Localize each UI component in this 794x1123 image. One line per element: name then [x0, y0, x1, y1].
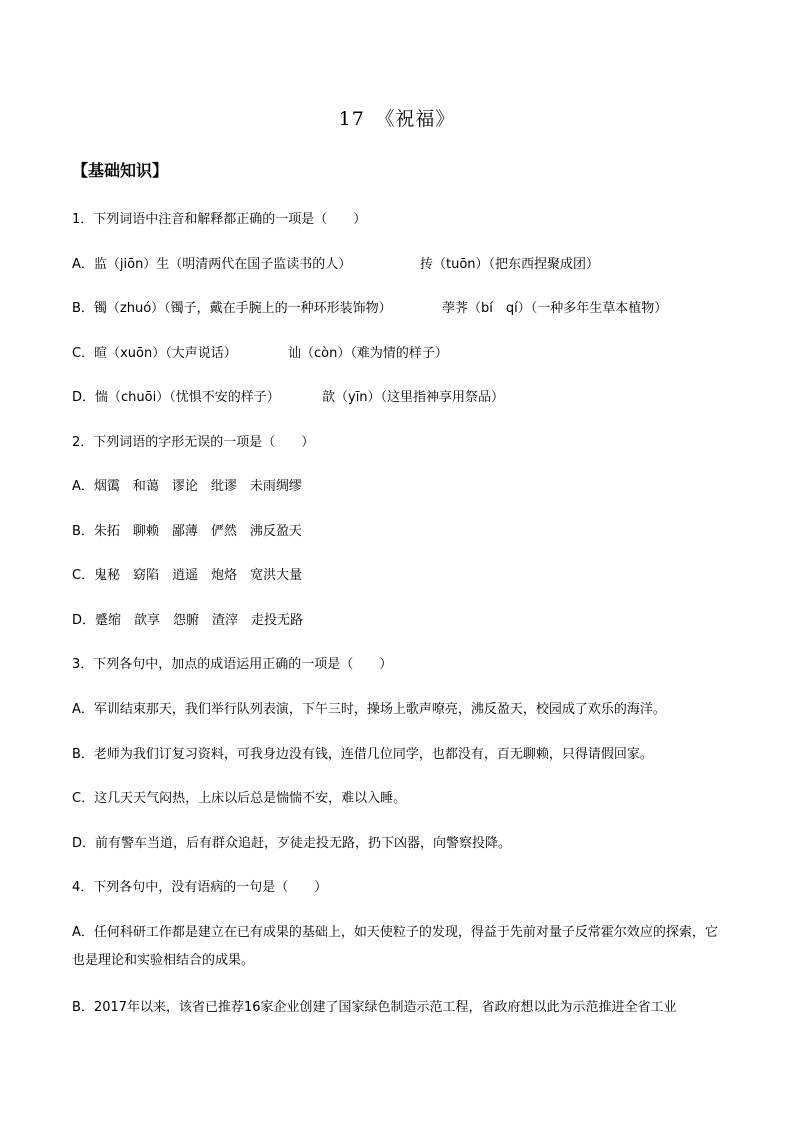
- question-3-stem: 3．下列各句中，加点的成语运用正确的一项是（ ）: [72, 657, 393, 672]
- question-2-stem: 2．下列词语的字形无误的一项是（ ）: [72, 435, 315, 450]
- question-1-stem: 1．下列词语中注音和解释都正确的一项是（ ）: [72, 212, 367, 227]
- question-3-option-d: D．前有警车当道，后有群众追赶，歹徒走投无路，扔下凶器，向警察投降。: [72, 836, 512, 851]
- option-b-part-2: 荸荠（bí qí）（一种多年生草本植物）: [442, 301, 668, 316]
- option-d-part-2: 歆（yīn）（这里指神享用祭品）: [322, 390, 505, 405]
- option-c-part-2: 讪（còn）（难为情的样子）: [288, 346, 448, 361]
- option-a-part-1: A．监（jiōn）生（明清两代在国子监读书的人）: [72, 257, 352, 272]
- question-3-option-b: B．老师为我们订复习资料，可我身边没有钱，连借几位同学，也都没有，百无聊赖，只得请假回家。: [72, 747, 653, 762]
- section-heading: 【基础知识】: [72, 161, 169, 180]
- question-2-option-a: A．烟霭 和蔼 谬论 纰谬 未雨绸缪: [72, 479, 302, 494]
- option-d-part-1: D．惴（chuōi）（忧惧不安的样子）: [72, 390, 280, 405]
- page-title: 17 《祝福》: [338, 108, 456, 130]
- option-c-part-1: C．暄（xuōn）（大声说话）: [72, 346, 237, 361]
- option-a-part-2: 抟（tuōn）（把东西捏聚成团）: [420, 257, 600, 272]
- question-1-option-b: [72, 299, 732, 319]
- question-1-option-d: [72, 388, 732, 408]
- question-4-option-b: B．2017年以来，该省已推荐16家企业创建了国家绿色制造示范工程，省政府想以此为示范推进全省工业: [72, 1000, 677, 1015]
- question-1-option-c: [72, 344, 732, 364]
- question-4-stem: 4．下列各句中，没有语病的一句是（ ）: [72, 880, 328, 895]
- question-2-option-c: C．鬼秘 窈陷 逍遥 炮烙 宽洪大量: [72, 568, 303, 583]
- question-4-option-a: A．任何科研工作都是建立在已有成果的基础上，如天使粒子的发现，得益于先前对量子反常霍尔效应的探索，它也是理论和实验相结合的成果。: [72, 925, 718, 968]
- question-1-option-a: [72, 255, 732, 275]
- option-b-part-1: B．镯（zhuó）（镯子，戴在手腕上的一种环形装饰物）: [72, 301, 392, 316]
- question-3-option-c: C．这几天天气闷热，上床以后总是惴惴不安，难以入睡。: [72, 791, 407, 806]
- question-2-option-d: D．蹙缩 歆享 怨腑 渣滓 走投无路: [72, 613, 304, 628]
- question-2-option-b: B．朱拓 聊赖 鄙薄 俨然 沸反盈天: [72, 524, 302, 539]
- question-3-option-a: A．军训结束那天，我们举行队列表演，下午三时，操场上歌声嘹亮，沸反盈天，校园成了欢乐的海洋。: [72, 702, 666, 717]
